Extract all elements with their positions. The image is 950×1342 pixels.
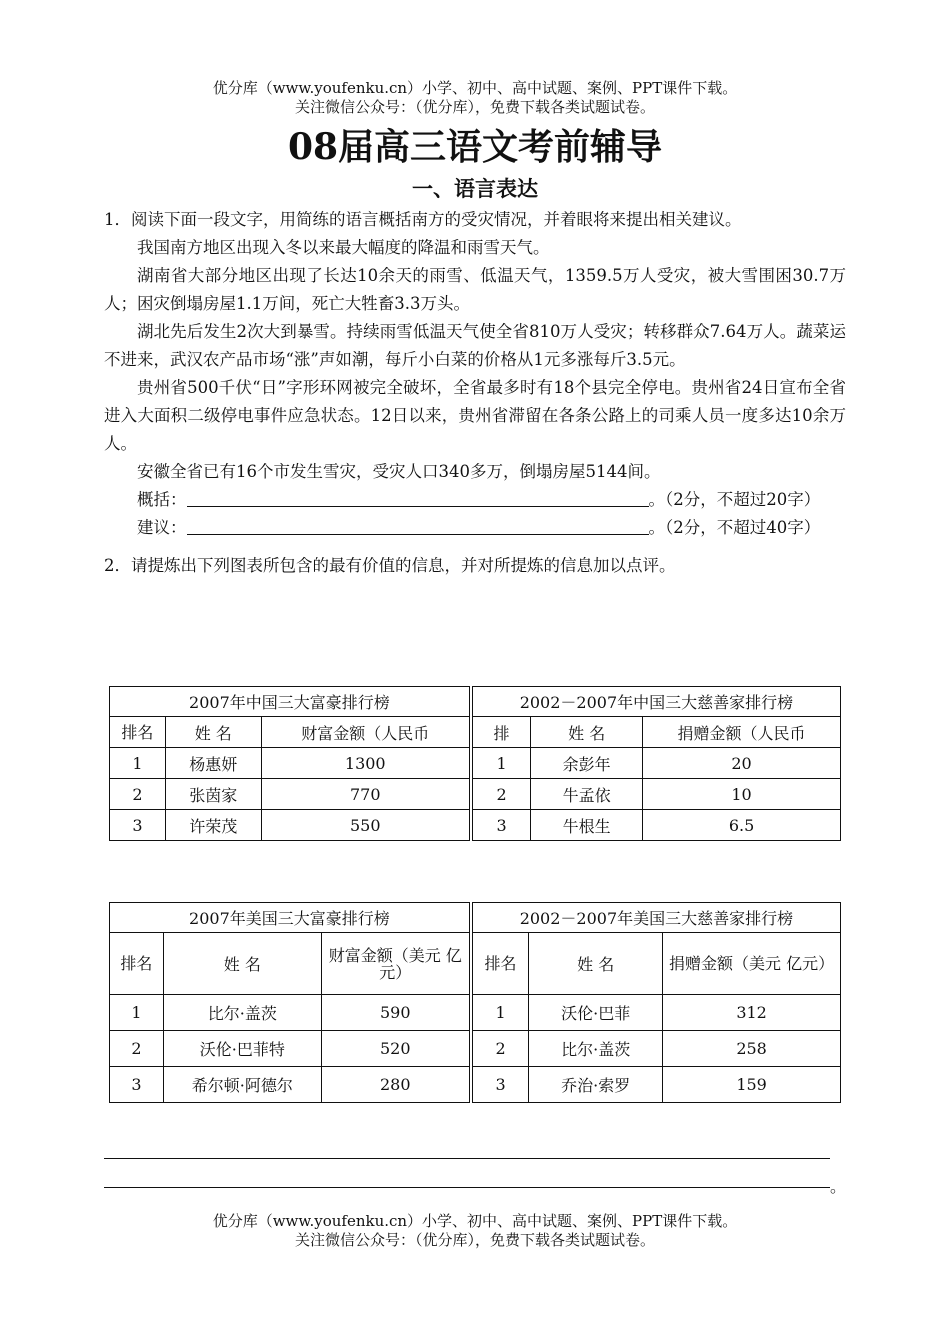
value-cell: 159 <box>663 1067 841 1103</box>
name-cell: 牛孟依 <box>531 779 643 810</box>
answer-blank-line-2[interactable] <box>104 1187 830 1188</box>
value-cell: 20 <box>643 748 841 779</box>
value-cell: 6.5 <box>643 810 841 841</box>
name-cell: 乔治·索罗 <box>529 1067 663 1103</box>
header-donation: 捐赠金额（美元 亿元） <box>663 933 841 995</box>
q1-paragraph: 湖北先后发生2次大到暴雪。持续雨雪低温天气使全省810万人受灾；转移群众7.64万人。蔬菜运不进来，武汉农产品市场“涨”声如潮，每斤小白菜的价格从1元多涨每斤3.5元。 <box>104 322 846 369</box>
name-cell: 牛根生 <box>531 810 643 841</box>
value-cell: 280 <box>321 1067 471 1103</box>
value-cell: 1300 <box>261 748 471 779</box>
name-cell: 余彭年 <box>531 748 643 779</box>
header-wealth: 财富金额（美元 亿元） <box>321 933 471 995</box>
header-line-1: 优分库（www.youfenku.cn）小学、初中、高中试题、案例、PPT课件下载。 <box>212 79 738 97</box>
q1-paragraph: 贵州省500千伏“日”字形环网被完全破坏，全省最多时有18个县完全停电。贵州省24日宣布全省进入大面积二级停电事件应急状态。12日以来，贵州省滞留在各条公路上的司乘人员一度多达10余万人。 <box>104 378 846 453</box>
q2-stem: 2．请提炼出下列图表所包含的最有价值的信息，并对所提炼的信息加以点评。 <box>104 556 676 575</box>
value-cell: 770 <box>261 779 471 810</box>
header-donation: 捐赠金额（人民币 <box>643 717 841 748</box>
value-cell: 10 <box>643 779 841 810</box>
header-rank: 排 <box>471 717 531 748</box>
section-title: 一、语言表达 <box>412 177 538 201</box>
us-ranking-table <box>109 902 841 1103</box>
header-name: 姓 名 <box>163 933 321 995</box>
page-header <box>0 79 950 117</box>
rank-cell: 3 <box>110 1067 164 1103</box>
answer-end-mark: 。 <box>830 1177 847 1196</box>
header-name: 姓 名 <box>165 717 261 748</box>
q1-stem: 1．阅读下面一段文字，用简练的语言概括南方的受灾情况，并着眼将来提出相关建议。 <box>104 210 742 229</box>
summary-line <box>104 486 846 514</box>
table-row <box>110 810 841 841</box>
suggest-line <box>104 514 846 542</box>
footer-line-2: 关注微信公众号：（优分库），免费下载各类试题试卷。 <box>294 1231 655 1249</box>
name-cell: 沃伦·巴菲特 <box>163 1031 321 1067</box>
table-row <box>110 995 841 1031</box>
header-rank: 排名 <box>110 717 166 748</box>
name-cell: 比尔·盖茨 <box>163 995 321 1031</box>
table-row <box>110 779 841 810</box>
rank-cell: 1 <box>471 748 531 779</box>
header-name: 姓 名 <box>531 717 643 748</box>
china-rich-caption: 2007年中国三大富豪排行榜 <box>110 687 471 717</box>
rank-cell: 2 <box>110 779 166 810</box>
footer-line-1: 优分库（www.youfenku.cn）小学、初中、高中试题、案例、PPT课件下载。 <box>212 1212 738 1230</box>
value-cell: 550 <box>261 810 471 841</box>
page-title: 08届高三语文考前辅导 <box>287 126 663 168</box>
value-cell: 312 <box>663 995 841 1031</box>
name-cell: 张茵家 <box>165 779 261 810</box>
rank-cell: 2 <box>471 779 531 810</box>
table-row <box>110 748 841 779</box>
header-rank: 排名 <box>110 933 164 995</box>
name-cell: 希尔顿·阿德尔 <box>163 1067 321 1103</box>
q1-paragraph: 安徽全省已有16个市发生雪灾，受灾人口340多万，倒塌房屋5144间。 <box>137 462 661 481</box>
rank-cell: 3 <box>471 810 531 841</box>
rank-cell: 2 <box>110 1031 164 1067</box>
suggest-answer-blank[interactable] <box>187 515 649 535</box>
rank-cell: 1 <box>110 995 164 1031</box>
header-rank: 排名 <box>471 933 529 995</box>
rank-cell: 3 <box>110 810 166 841</box>
summary-note: 。（2分，不超过20字） <box>648 490 821 509</box>
suggest-label: 建议： <box>137 518 187 537</box>
value-cell: 258 <box>663 1031 841 1067</box>
name-cell: 沃伦·巴菲 <box>529 995 663 1031</box>
us-rich-caption: 2007年美国三大富豪排行榜 <box>110 903 471 933</box>
question-body <box>104 206 846 580</box>
answer-blank-line-1[interactable] <box>104 1158 830 1159</box>
header-wealth: 财富金额（人民币 <box>261 717 471 748</box>
value-cell: 590 <box>321 995 471 1031</box>
suggest-note: 。（2分，不超过40字） <box>648 518 821 537</box>
page-footer <box>0 1212 950 1250</box>
header-name: 姓 名 <box>529 933 663 995</box>
china-ranking-table <box>109 686 841 841</box>
name-cell: 许荣茂 <box>165 810 261 841</box>
q1-paragraph: 湖南省大部分地区出现了长达10余天的雨雪、低温天气，1359.5万人受灾，被大雪围困30.7万人；困灾倒塌房屋1.1万间，死亡大牲畜3.3万头。 <box>104 266 846 313</box>
summary-label: 概括： <box>137 490 187 509</box>
name-cell: 杨惠妍 <box>165 748 261 779</box>
summary-answer-blank[interactable] <box>187 487 649 507</box>
us-charity-caption: 2002－2007年美国三大慈善家排行榜 <box>471 903 841 933</box>
value-cell: 520 <box>321 1031 471 1067</box>
china-charity-caption: 2002－2007年中国三大慈善家排行榜 <box>471 687 841 717</box>
table-row <box>110 1031 841 1067</box>
rank-cell: 1 <box>110 748 166 779</box>
rank-cell: 1 <box>471 995 529 1031</box>
header-line-2: 关注微信公众号：（优分库），免费下载各类试题试卷。 <box>294 98 655 116</box>
table-row <box>110 1067 841 1103</box>
q1-paragraph: 我国南方地区出现入冬以来最大幅度的降温和雨雪天气。 <box>137 238 550 257</box>
name-cell: 比尔·盖茨 <box>529 1031 663 1067</box>
rank-cell: 2 <box>471 1031 529 1067</box>
rank-cell: 3 <box>471 1067 529 1103</box>
